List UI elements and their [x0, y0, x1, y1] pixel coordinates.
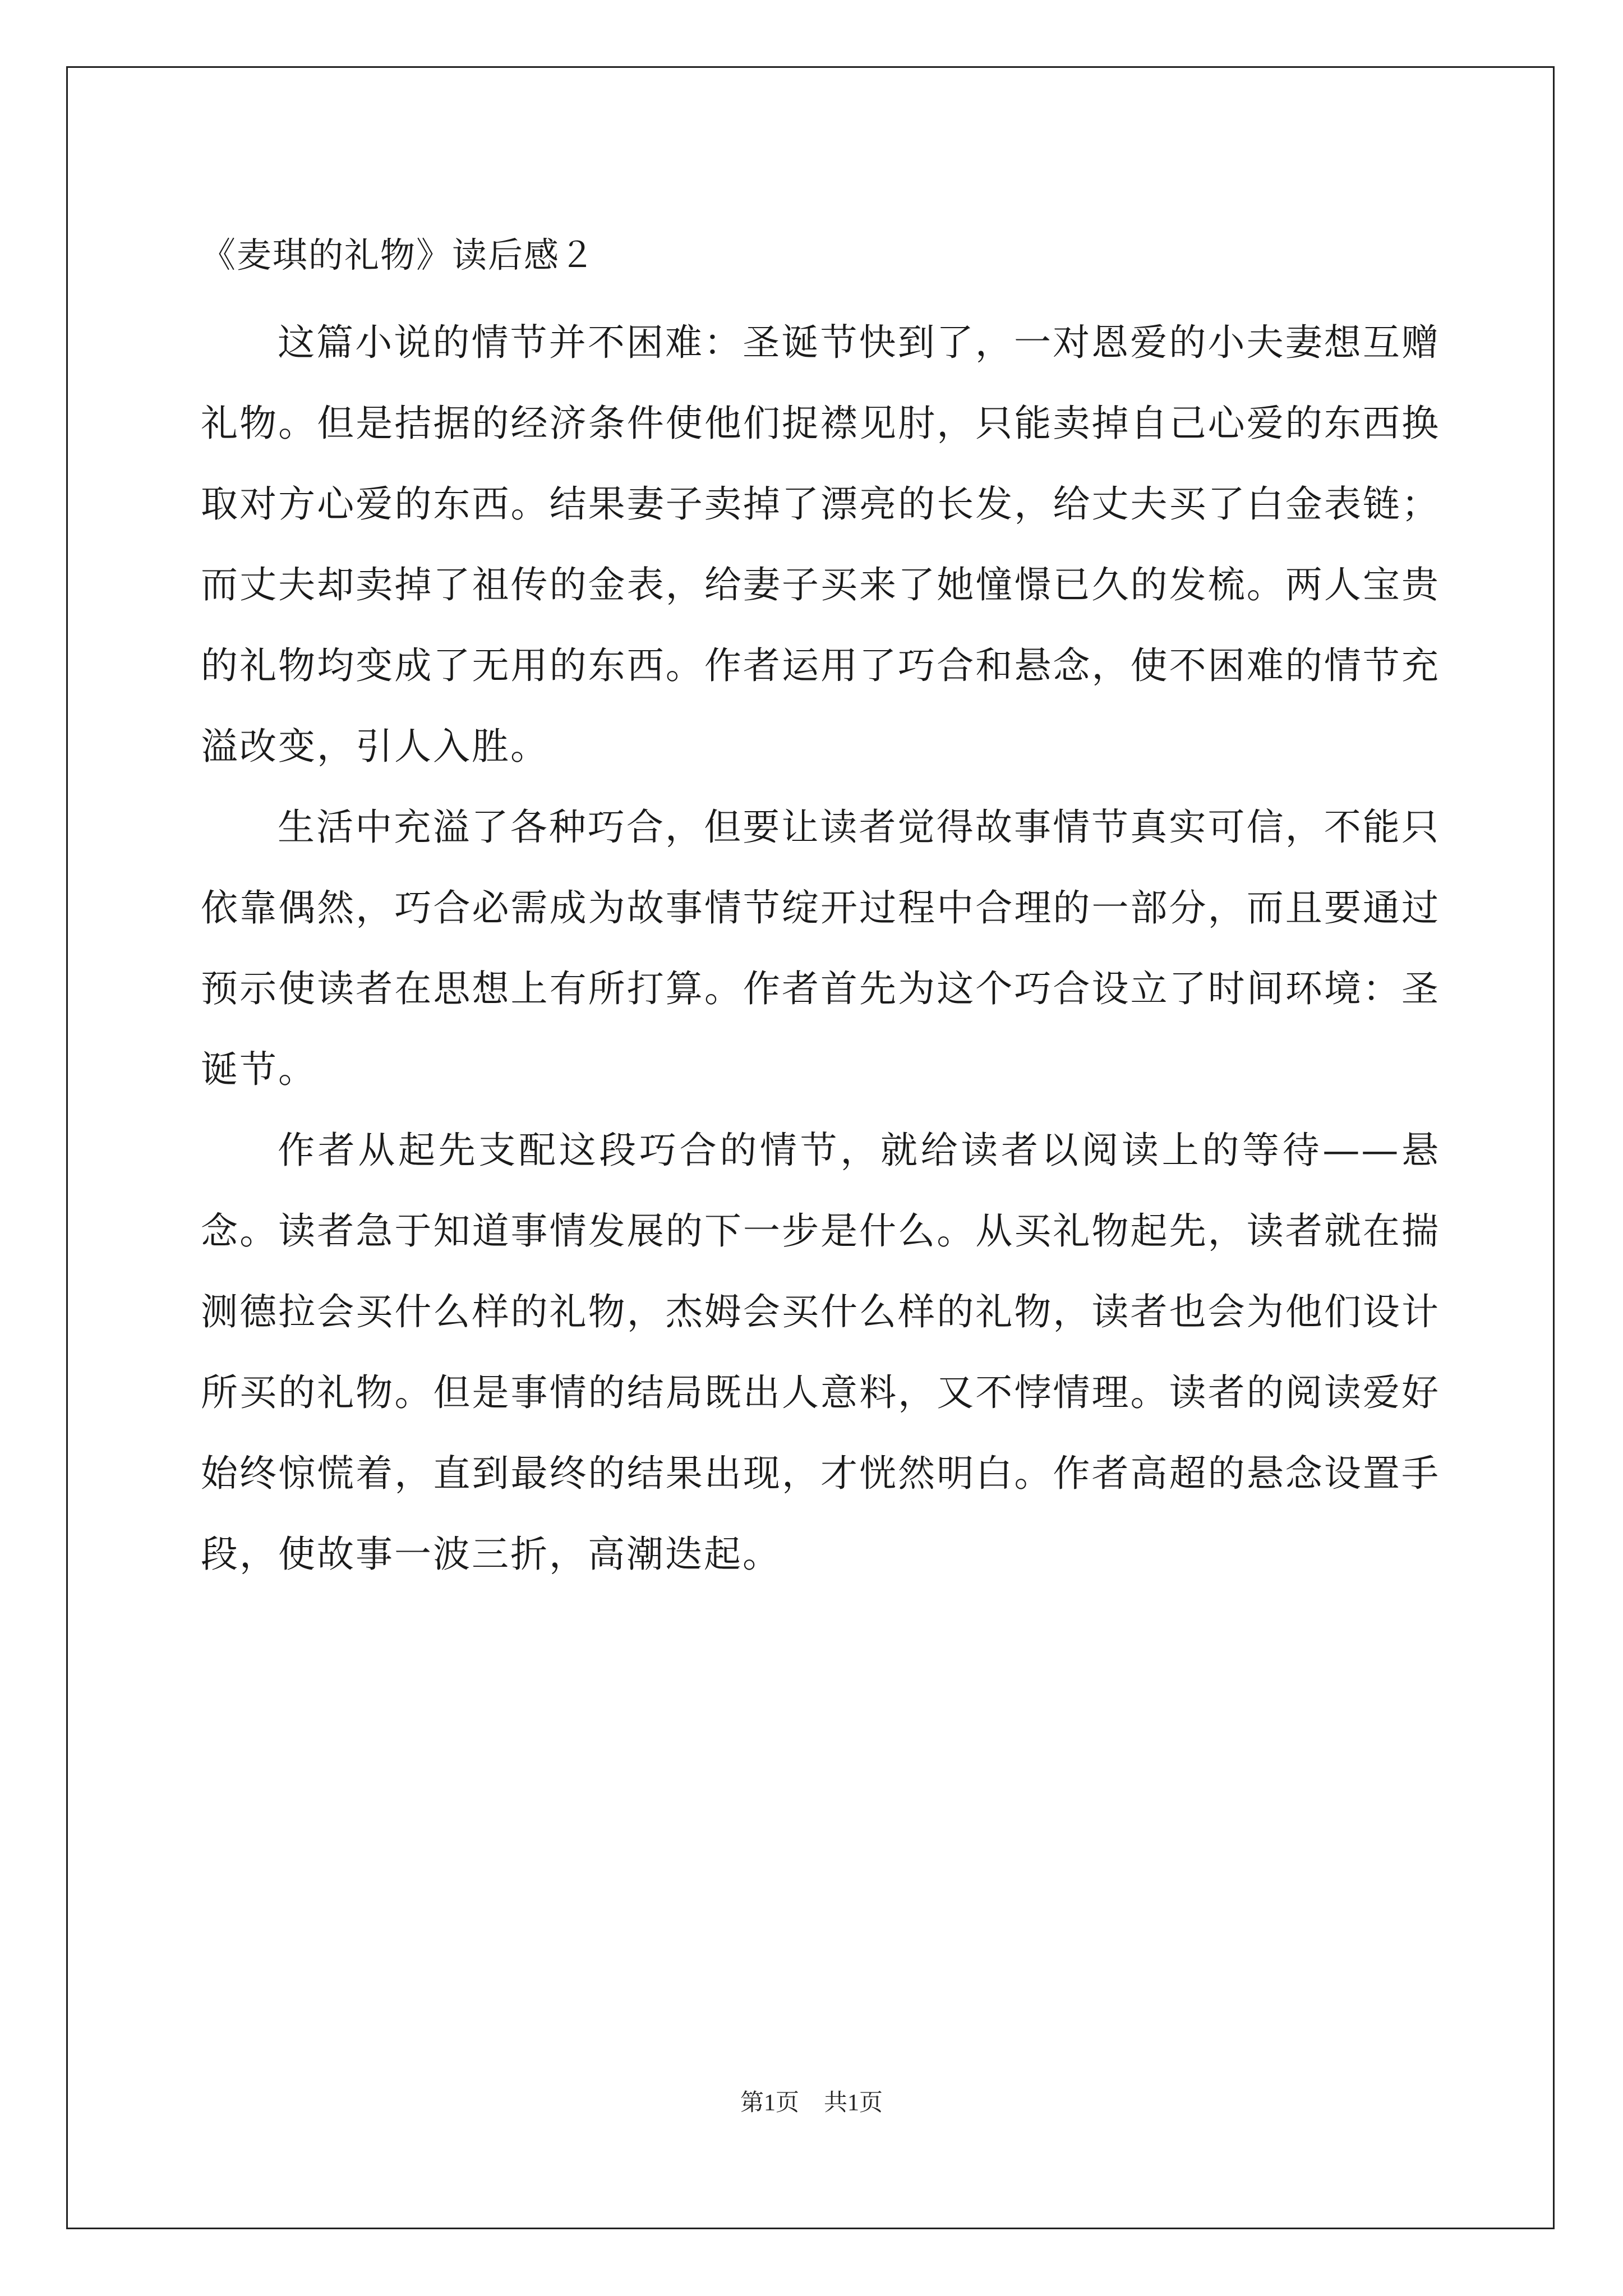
page-total: 共1页: [824, 2090, 883, 2116]
paragraph-2: 生活中充溢了各种巧合，但要让读者觉得故事情节真实可信，不能只依靠偶然，巧合必需成为故事情节绽开过程中合理的一部分，而且要通过预示使读者在思想上有所打算。作者首先为这个巧合设立了时间环境：圣诞节。: [201, 806, 1440, 1091]
document-title: 《麦琪的礼物》读后感２: [201, 234, 596, 275]
page-number: 第1页: [740, 2090, 799, 2116]
paragraph-1: 这篇小说的情节并不困难：圣诞节快到了，一对恩爱的小夫妻想互赠礼物。但是拮据的经济条件使他们捉襟见肘，只能卖掉自己心爱的东西换取对方心爱的东西。结果妻子卖掉了漂亮的长发，给丈夫买了白金表链；而丈夫却卖掉了祖传的金表，给妻子买来了她憧憬已久的发梳。两人宝贵的礼物均变成了无用的东西。作者运用了巧合和悬念，使不困难的情节充溢改变，引人入胜。: [201, 321, 1440, 768]
document-body: [201, 222, 1440, 1595]
page-footer: [0, 2084, 1623, 2118]
paragraph-3: 作者从起先支配这段巧合的情节，就给读者以阅读上的等待——悬念。读者急于知道事情发展的下一步是什么。从买礼物起先，读者就在揣测德拉会买什么样的礼物，杰姆会买什么样的礼物，读者也会为他们设计所买的礼物。但是事情的结局既出人意料，又不悖情理。读者的阅读爱好始终惊慌着，直到最终的结果出现，才恍然明白。作者高超的悬念设置手段，使故事一波三折，高潮迭起。: [201, 1129, 1440, 1576]
